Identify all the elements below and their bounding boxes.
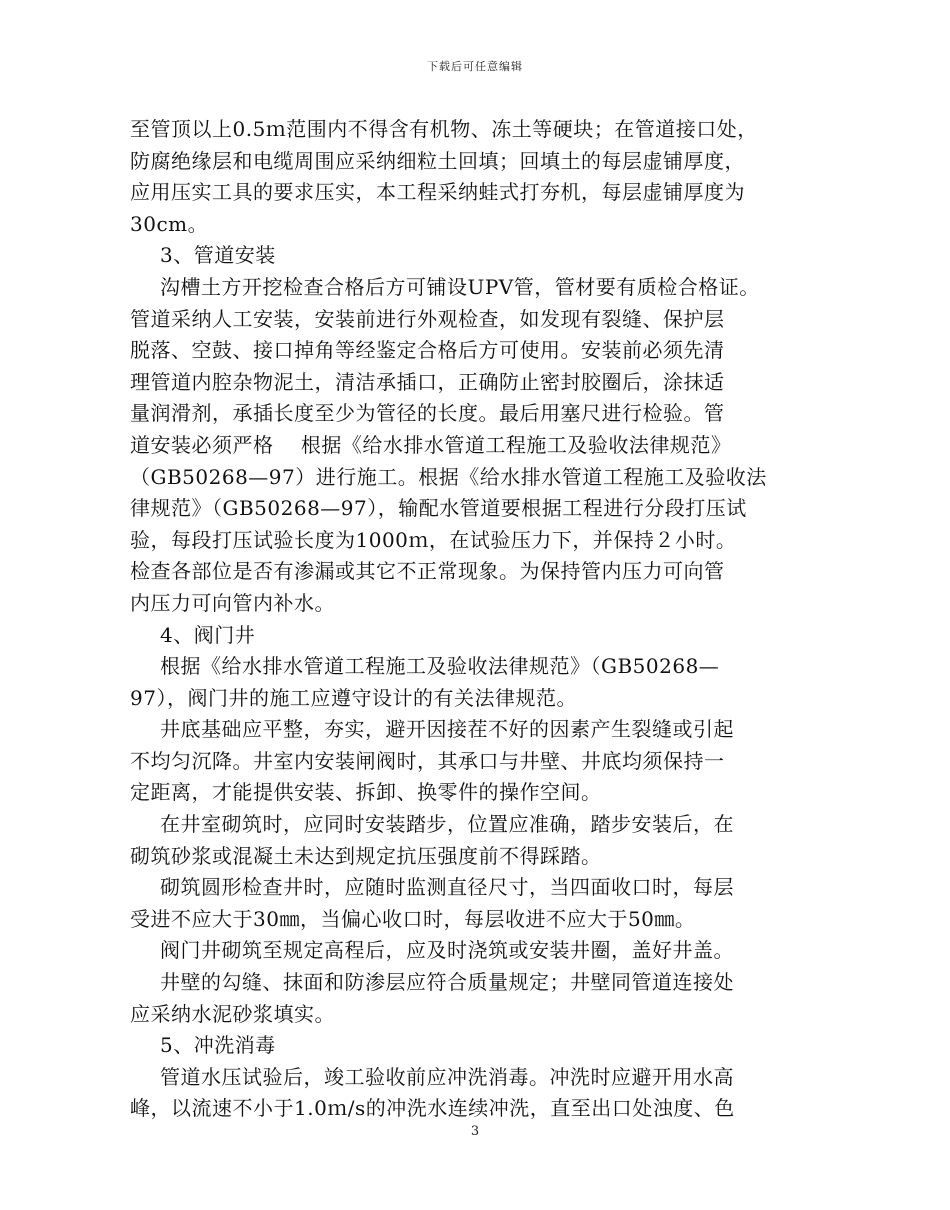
text-line: 受进不应大于30㎜，当偏心收口时，每层收进不应大于50㎜。: [130, 906, 696, 931]
text-line: 井底基础应平整，夯实，避开因接茬不好的因素产生裂缝或引起: [160, 717, 734, 742]
text-line: 3、管道安装: [160, 243, 276, 268]
text-line: 应采纳水泥砂浆填实。: [130, 1001, 335, 1026]
text-line: （GB50268—97）进行施工。根据《给水排水管道工程施工及验收法: [130, 464, 767, 489]
text-line: 验，每段打压试验长度为1000ｍ，在试验压力下，并保持２小时。: [130, 527, 737, 552]
text-line: 5、冲洗消毒: [160, 1033, 276, 1058]
text-line: 防腐绝缘层和电缆周围应采纳细粒土回填；回填土的每层虚铺厚度，: [130, 148, 745, 173]
text-line: 道安装必须严格 根据《给水排水管道工程施工及验收法律规范》: [130, 432, 732, 457]
text-line: 30cm。: [130, 211, 209, 236]
text-line: 检查各部位是否有渗漏或其它不正常现象。为保持管内压力可向管: [130, 559, 725, 584]
text-line: 沟槽土方开挖检查合格后方可铺设UPV管，管材要有质检合格证。: [160, 274, 760, 299]
page-header: 下载后可任意编辑: [427, 60, 523, 73]
text-line: 峰，以流速不小于1.0ｍ/s的冲洗水连续冲洗，直至出口处浊度、色: [130, 1096, 735, 1121]
text-line: 井壁的勾缝、抹面和防渗层应符合质量规定；井壁同管道连接处: [160, 970, 734, 995]
body-text: [130, 114, 767, 1125]
text-line: 律规范》（GB50268—97），输配水管道要根据工程进行分段打压试: [130, 496, 747, 521]
text-line: 至管顶以上0.5ｍ范围内不得含有机物、冻土等硬块；在管道接口处，: [130, 117, 758, 141]
text-line: 脱落、空鼓、接口掉角等经鉴定合格后方可使用。安装前必须先清: [130, 338, 725, 363]
text-line: 砌筑圆形检查井时，应随时监测直径尺寸，当四面收口时，每层: [160, 875, 734, 900]
text-line: 管道采纳人工安装，安装前进行外观检查，如发现有裂缝、保护层: [130, 306, 725, 331]
text-line: 定距离，才能提供安装、拆卸、换零件的操作空间。: [130, 780, 602, 805]
text-line: 根据《给水排水管道工程施工及验收法律规范》（GB50268—: [160, 654, 720, 679]
text-line: 4、阀门井: [160, 622, 256, 647]
text-line: 理管道内腔杂物泥土，清洁承插口，正确防止密封胶圈后，涂抹适: [130, 369, 725, 394]
text-line: 砌筑砂浆或混凝土未达到规定抗压强度前不得踩踏。: [130, 843, 602, 868]
text-line: 内压力可向管内补水。: [130, 590, 335, 615]
text-line: 在井室砌筑时，应同时安装踏步，位置应准确，踏步安装后，在: [160, 812, 734, 837]
text-line: 管道水压试验后，竣工验收前应冲洗消毒。冲洗时应避开用水高: [160, 1064, 734, 1089]
text-line: 阀门井砌筑至规定高程后，应及时浇筑或安装井圈，盖好井盖。: [160, 938, 734, 963]
text-line: 应用压实工具的要求压实，本工程采纳蛙式打夯机，每层虚铺厚度为: [130, 180, 745, 205]
text-line: 不均匀沉降。井室内安装闸阀时，其承口与井壁、井底均须保持一: [130, 748, 725, 773]
text-line: 97），阀门井的施工应遵守设计的有关法律规范。: [130, 685, 577, 710]
text-line: 量润滑剂，承插长度至少为管径的长度。最后用塞尺进行检验。管: [130, 401, 725, 426]
page-number: 3: [470, 1124, 480, 1139]
